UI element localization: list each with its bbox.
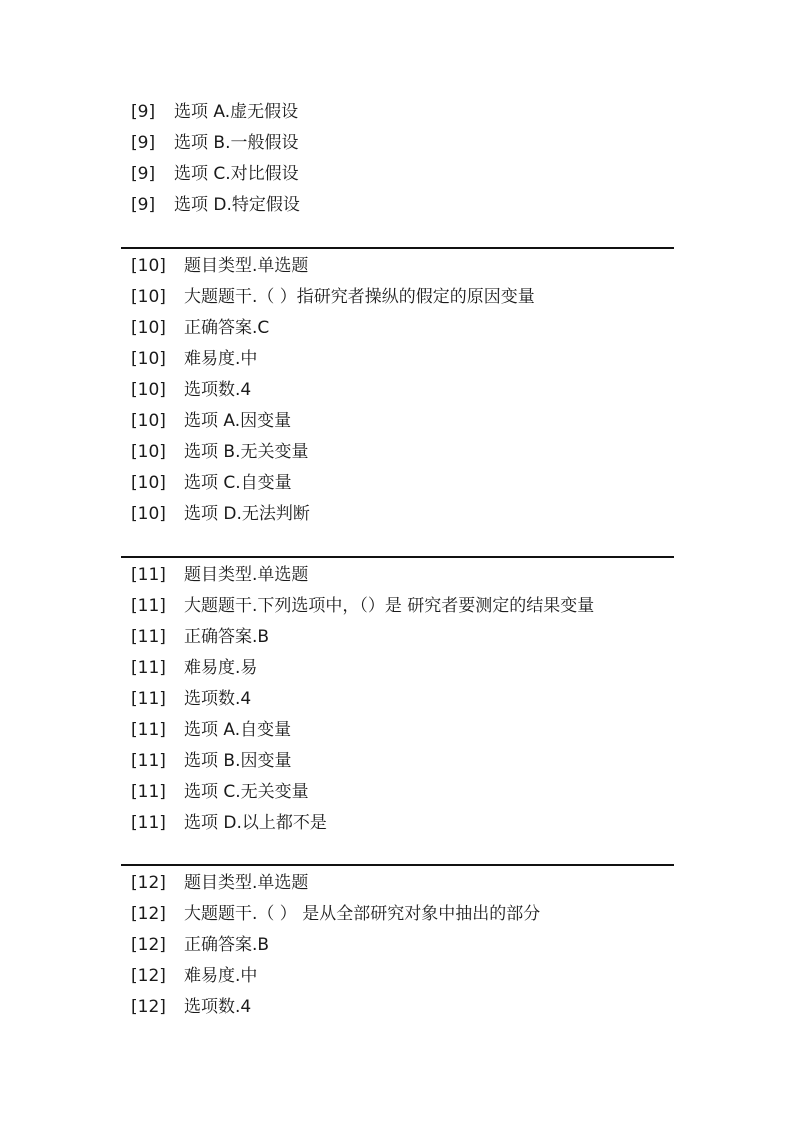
item-number: [11] xyxy=(131,751,166,771)
list-item xyxy=(121,808,674,839)
item-text: 正确答案.B xyxy=(184,935,270,955)
list-item xyxy=(121,468,674,499)
item-text: 题目类型.单选题 xyxy=(184,873,309,893)
item-number: [10] xyxy=(131,287,166,307)
list-item xyxy=(121,930,674,961)
item-text: 选项 B.因变量 xyxy=(184,751,292,771)
list-item xyxy=(121,406,674,437)
item-text: 正确答案.C xyxy=(184,318,270,338)
item-number: [11] xyxy=(131,627,166,647)
section-divider xyxy=(121,247,674,249)
list-item xyxy=(121,313,674,344)
item-text: 选项 B.一般假设 xyxy=(174,133,299,153)
list-item xyxy=(121,622,674,653)
item-number: [10] xyxy=(131,349,166,369)
question-12-block xyxy=(121,868,674,1023)
item-text: 正确答案.B xyxy=(184,627,270,647)
item-number: [12] xyxy=(131,873,166,893)
item-number: [12] xyxy=(131,997,166,1017)
item-text: 选项 D.特定假设 xyxy=(174,195,300,215)
question-10-block xyxy=(121,251,674,530)
list-item xyxy=(121,746,674,777)
item-number: [10] xyxy=(131,442,166,462)
item-number: [10] xyxy=(131,256,166,276)
list-item xyxy=(121,437,674,468)
item-text: 题目类型.单选题 xyxy=(184,565,309,585)
item-text: 难易度.易 xyxy=(184,658,258,678)
list-item xyxy=(121,375,674,406)
item-text: 选项 B.无关变量 xyxy=(184,442,309,462)
list-item xyxy=(121,128,674,159)
item-number: [10] xyxy=(131,380,166,400)
item-number: [11] xyxy=(131,658,166,678)
list-item xyxy=(121,684,674,715)
item-number: [11] xyxy=(131,720,166,740)
item-text: 选项 C.自变量 xyxy=(184,473,292,493)
item-number: [9] xyxy=(131,133,156,153)
item-number: [12] xyxy=(131,904,166,924)
item-number: [9] xyxy=(131,195,156,215)
item-number: [9] xyxy=(131,102,156,122)
list-item xyxy=(121,715,674,746)
item-number: [10] xyxy=(131,473,166,493)
item-text: 选项 A.自变量 xyxy=(184,720,292,740)
list-item xyxy=(121,190,674,221)
list-item xyxy=(121,653,674,684)
item-text: 选项 C.对比假设 xyxy=(174,164,299,184)
item-number: [9] xyxy=(131,164,156,184)
item-number: [11] xyxy=(131,689,166,709)
item-number: [11] xyxy=(131,565,166,585)
item-text: 大题题干.（ ） 是从全部研究对象中抽出的部分 xyxy=(184,904,541,924)
section-divider xyxy=(121,864,674,866)
item-number: [12] xyxy=(131,966,166,986)
list-item xyxy=(121,560,674,591)
list-item xyxy=(121,868,674,899)
question-11-block xyxy=(121,560,674,839)
list-item xyxy=(121,992,674,1023)
list-item xyxy=(121,282,674,313)
question-9-block xyxy=(121,97,674,221)
item-text: 选项 A.虚无假设 xyxy=(174,102,299,122)
list-item xyxy=(121,344,674,375)
list-item xyxy=(121,591,674,622)
item-text: 题目类型.单选题 xyxy=(184,256,309,276)
item-text: 选项 D.以上都不是 xyxy=(184,813,327,833)
item-text: 选项数.4 xyxy=(184,997,252,1017)
item-text: 选项 A.因变量 xyxy=(184,411,292,431)
item-number: [11] xyxy=(131,813,166,833)
item-number: [11] xyxy=(131,596,166,616)
item-number: [10] xyxy=(131,504,166,524)
item-text: 难易度.中 xyxy=(184,966,258,986)
list-item xyxy=(121,777,674,808)
item-text: 难易度.中 xyxy=(184,349,258,369)
item-number: [11] xyxy=(131,782,166,802)
list-item xyxy=(121,251,674,282)
item-text: 大题题干.（ ）指研究者操纵的假定的原因变量 xyxy=(184,287,535,307)
item-text: 选项数.4 xyxy=(184,380,252,400)
item-text: 选项 D.无法判断 xyxy=(184,504,310,524)
section-divider xyxy=(121,556,674,558)
item-text: 大题题干.下列选项中，（）是 研究者要测定的结果变量 xyxy=(184,596,595,616)
item-number: [12] xyxy=(131,935,166,955)
list-item xyxy=(121,961,674,992)
list-item xyxy=(121,159,674,190)
list-item xyxy=(121,899,674,930)
item-number: [10] xyxy=(131,318,166,338)
item-number: [10] xyxy=(131,411,166,431)
list-item xyxy=(121,97,674,128)
list-item xyxy=(121,499,674,530)
item-text: 选项数.4 xyxy=(184,689,252,709)
item-text: 选项 C.无关变量 xyxy=(184,782,309,802)
